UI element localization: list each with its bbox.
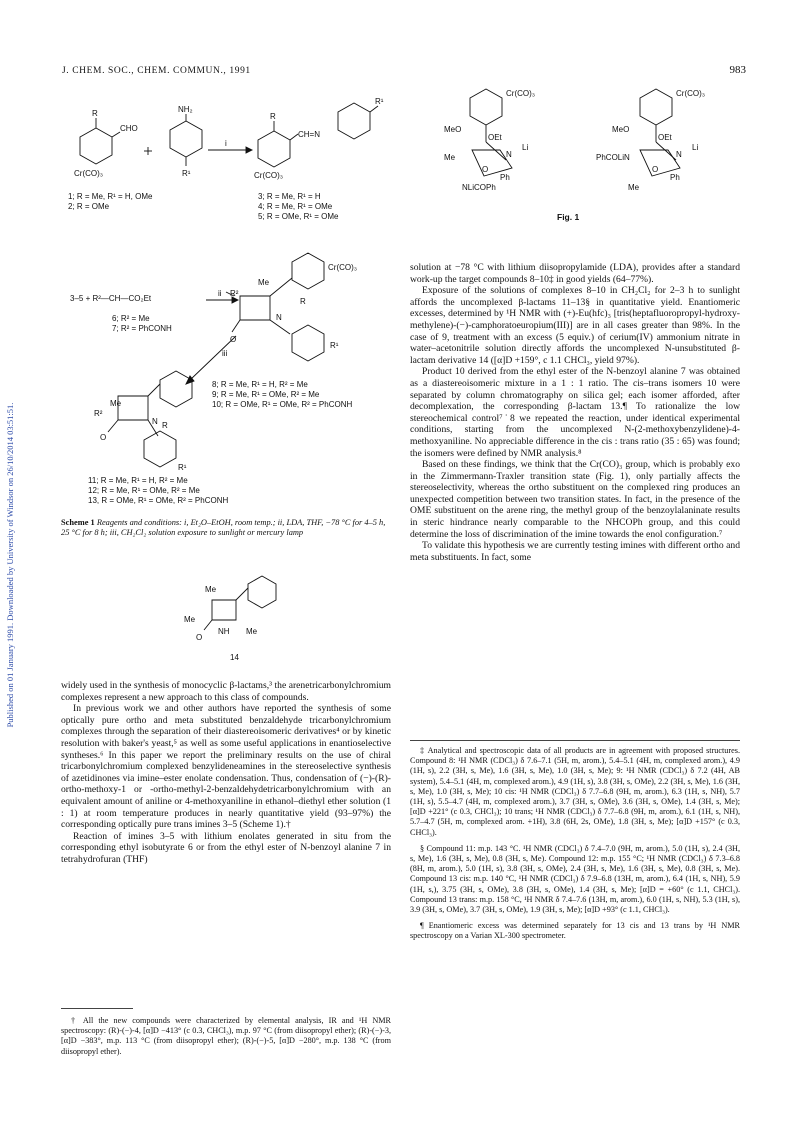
compound-list-1-2	[68, 192, 152, 212]
scheme-label-O: O	[100, 433, 107, 442]
footnote-rule	[61, 1008, 133, 1009]
compound-entry: 13, R = OMe, R¹ = OMe, R² = PhCONH	[88, 496, 229, 505]
fig-label-Ph: Ph	[500, 173, 510, 182]
reagent-i-label: i	[225, 139, 227, 148]
footnotes-right	[410, 746, 740, 948]
fig-label-PhCOLiN: PhCOLiN	[596, 153, 630, 162]
scheme-label-NH2: NH₂	[178, 105, 193, 114]
scheme-label-O: O	[230, 335, 237, 344]
compound-entry: 10; R = OMe, R¹ = OMe, R² = PhCONH	[212, 400, 353, 409]
fig-label-N: N	[506, 150, 512, 159]
fig-label-OEt: OEt	[488, 133, 502, 142]
scheme-caption	[61, 518, 391, 538]
paragraph: Based on these findings, we think that the Cr(CO)₃ group, which is probably exo in the Zimmermann-Traxler transition state (Fig. 1), only partially affects the stereoselectivity, whereas the ortho substituent on the complexed ring produces an unexpected competition between two transition states. In fact, in the presence of the OME substituent on the arene ring, the methyl group of the benzoylalaninate results in steric hindrance nearly comparable to the NHCOPh group, and this could determine the loss of discrimination of the imine towards the enol configuration.⁷	[410, 459, 740, 540]
scheme-caption-text: Reagents and conditions: i, Et₂O–EtOH, room temp.; ii, LDA, THF, −78 °C for 4–5 h, 25 °C for 8 h; iii, CH₂Cl₂ solution exposure to sunlight or mercury lamp	[61, 518, 386, 538]
fig-label-crco3: Cr(CO)₃	[676, 89, 706, 98]
paragraph: Reaction of imines 3–5 with lithium enolates generated in situ from the corresponding ethyl isobutyrate 6 or from the ethyl ester of N-benzoyl alanine 7 in tetrahydrofuran (THF)	[61, 830, 391, 865]
paragraph: Exposure of the solutions of complexes 8–10 in CH₂Cl₂ for 2–3 h to sunlight affords the uncomplexed β-lactams 11–13§ in quantitative yield. Enantiomeric excesses, determined by ¹H NMR with (+)-Eu(hfc)₃ [tris(heptafluoropropyl-hydroxy-methylene)-(−)-camphoratoeuropium(III)] are in all cases greater than 98%. In the case of 9, treatment with an excess (5 equiv.) of cerium(IV) ammonium nitrate in water–acetonitrile solution directly affords the uncomplexed N-unsubstituted β-lactam derivative 14 ([α]D +159°, c 1.1 CHCl₃, yield 97%).	[410, 285, 740, 366]
scheme-label-R: R	[92, 109, 98, 118]
right-column-body	[410, 262, 740, 563]
scheme-label-crco3: Cr(CO)₃	[254, 171, 284, 180]
reactant-line: 3–5 + R²—CH—CO₂Et	[70, 294, 152, 303]
page-number: 983	[729, 64, 746, 76]
fig-label-Me: Me	[444, 153, 456, 162]
scheme-label-crco3: Cr(CO)₃	[328, 263, 358, 272]
paragraph: solution at −78 °C with lithium diisopropylamide (LDA), provides after a standard work-up the target compounds 8–10‡ in good yields (64–77%).	[410, 262, 740, 285]
scheme-label-N: N	[152, 417, 158, 426]
paragraph: Product 10 derived from the ethyl ester of the N-benzoyl alanine 7 was obtained as a diastereoisomeric mixture in a 1 : 1 ratio. The cis–trans isomers 10 were separated by column chromatography on silica gel; each isomer afforded, after decomplexation, the corresponding β-lactam 13.¶ To rationalize the low stereochemical control⁷˙8 we repeated the reaction, under identical experimental conditions, starting from the uncomplexed N-(2-methoxybenzylidene)-4-methoxyaniline. No appreciable difference in the cis : trans ratio (35 : 65) was found; the isomers were defined by NMR analysis.⁸	[410, 366, 740, 459]
scheme-label-R1: R¹	[375, 97, 384, 106]
compound-list-3-5	[258, 192, 338, 222]
scheme-label-Me: Me	[246, 627, 258, 636]
fig-label-MeO: MeO	[444, 125, 462, 134]
scheme-label-NH: NH	[218, 627, 230, 636]
compound-list-6-7	[112, 314, 172, 334]
compound-entry: 3; R = Me, R¹ = H	[258, 192, 321, 201]
compound-list-11-13	[88, 476, 228, 506]
scheme-label-imine: CH=N	[298, 130, 321, 139]
fig-label-Li: Li	[522, 143, 529, 152]
reagent-ii-label: ii	[218, 289, 222, 298]
scheme-label-Me: Me	[110, 399, 122, 408]
fig-label-crco3: Cr(CO)₃	[506, 89, 536, 98]
footnote: † All the new compounds were characterized by elemental analysis, IR and ¹H NMR spectroscopy: (R)-(−)-4, [α]D −413° (c 0.3, CHCl₃), m.p. 97 °C (from diisopropyl ether); (R)-(−)-3, [α]D −383°, m.p. 113 °C (from diisopropyl ether); (R)-(−)-5, [α]D −280°, m.p. 138 °C (from diisopropyl ether).	[61, 1016, 391, 1056]
scheme-label-crco3: Cr(CO)₃	[74, 169, 104, 178]
left-column-body	[61, 680, 391, 866]
fig-label-OEt: OEt	[658, 133, 672, 142]
compound-entry: 1; R = Me, R¹ = H, OMe	[68, 192, 153, 201]
scheme-label-R: R	[162, 421, 168, 430]
journal-header: J. CHEM. SOC., CHEM. COMMUN., 1991	[62, 66, 251, 76]
compound-entry: 2; R = OMe	[68, 202, 110, 211]
compound-list-8-10	[212, 380, 352, 410]
fig-label-N: N	[676, 150, 682, 159]
fig-label-Li: Li	[692, 143, 699, 152]
scheme-label-O: O	[196, 633, 203, 642]
compound-entry: 8; R = Me, R¹ = H, R² = Me	[212, 380, 308, 389]
scheme-label-Me: Me	[258, 278, 270, 287]
compound-entry: 12; R = Me, R¹ = OMe, R² = Me	[88, 486, 200, 495]
footnote-rule	[410, 740, 740, 741]
compound-entry: 9; R = Me, R¹ = OMe, R² = Me	[212, 390, 320, 399]
scheme-label-R1: R¹	[330, 341, 339, 350]
scheme-label-R2: R²	[94, 409, 103, 418]
footnote: § Compound 11: m.p. 143 °C. ¹H NMR (CDCl₃) δ 7.4–7.0 (9H, m, arom.), 5.0 (1H, s), 2.4 (3H, s, Me), 1.6 (3H, s, Me), 0.8 (3H, s, Me). Compound 12: m.p. 155 °C; ¹H NMR (CDCl₃) δ 7.3–6.8 (8H, m, arom.), 5.0 (1H, s), 3.8 (3H, s, OMe), 2.4 (3H, s, Me), 1.6 (3H, s, Me), 0.8 (3H, s, Me). Compound 13 cis: m.p. 140 °C, ¹H NMR (CDCl₃) δ 7.9–6.8 (13H, m, arom.), 6.4 (1H, s, NH), 5.9 (1H, s,), 3.75 (3H, s, OMe), 3.8 (3H, s, OMe), 1.4 (3H, s, Me); [α]D = +60° (c 1.1, CHCl₃). Compound 13 trans: m.p. 158 °C, ¹H NMR δ 7.4–7.6 (13H, m, arom.), 6.0 (1H, s, NH), 5.3 (1H, s), 3.9 (3H, s, OMe), 3.7 (3H, s, OMe), 1.9 (3H, s, Me); [α]D +93° (c 1.1, CHCl₃).	[410, 843, 740, 915]
fig-label-O: O	[652, 165, 659, 174]
paragraph: In previous work we and other authors have reported the synthesis of some optically pure ortho and meta substituted benzaldehyde tricarbonylchromium complexes through the separation of their diastereoisomeric derivatives⁴ or by kinetic resolution with baker's yeast,⁵ as well as some useful applications in enantioselective syntheses.⁶ In this paper we report the preliminary results on the use of chiral tricarbonylchromium complexed benzylideneamines in the stereoselective synthesis of azetidinones via imine–ester enolate condensation. Thus, condensation of (−)-(R)-ortho-methoxy-1 or -ortho-methyl-2-benzaldehydetricarbonylchromium with an equivalent amount of aniline or 4-methoxyaniline in ethanol–diethyl ether solution (1 : 1) at room temperature produces in nearly quantitative yield (93–97%) the corresponding optically pure trans imines 3–5 (Scheme 1).†	[61, 703, 391, 831]
scheme-label-Me: Me	[205, 585, 217, 594]
compound-entry: 7; R² = PhCONH	[112, 324, 172, 333]
paragraph: widely used in the synthesis of monocyclic β-lactams,³ the arenetricarbonylchromium complexes represent a new approach to this class of compounds.	[61, 680, 391, 703]
footnote: ¶ Enantiomeric excess was determined separately for 13 cis and 13 trans by ¹H NMR spectroscopy on a Varian XL-300 spectrometer.	[410, 921, 740, 941]
scheme-label-Me: Me	[184, 615, 196, 624]
compound-entry: 4; R = Me, R¹ = OMe	[258, 202, 333, 211]
fig-label-Me: Me	[628, 183, 640, 192]
scheme-label-R2: R²	[230, 289, 239, 298]
scheme-label-R1: R¹	[182, 169, 191, 178]
paragraph: To validate this hypothesis we are currently testing imines with different ortho and meta substituents. In fact, some	[410, 540, 740, 563]
reagent-iii-label: iii	[222, 349, 228, 358]
scheme-label-R1: R¹	[178, 463, 187, 472]
scheme-caption-head: Scheme 1	[61, 518, 95, 527]
download-watermark: Published on 01 January 1991. Downloaded by University of Windsor on 26/10/2014 03:51:51.	[5, 402, 15, 728]
footnote: ‡ Analytical and spectroscopic data of all products are in agreement with proposed structures. Compound 8: ¹H NMR (CDCl₃) δ 7.6–7.1 (5H, m, arom.), 5.4–5.1 (4H, m, complexed arom.), 4.9 (1H, s), 2.2 (3H, s, Me), 1.6 (3H, s, Me), 1.0 (3H, s, Me); 9: ¹H NMR (CDCl₃) δ 7.2 (4H, AB system), 5.4–5.1 (4H, m, complexed arom.), 4.9 (1H, s), 3.8 (3H, s, OMe), 2.2 (3H, s, Me), 1.6 (3H, s, Me), 1.0 (3H, s, Me); 10 cis: ¹H NMR (CDCl₃) δ 7.7–6.8 (9H, m, arom.), 6.3 (1H, s, NH), 5.7 (1H, s), 5.5–4.7 (4H, m, complexed arom.), 3.7 (3H, s, OMe), 3.6 (3H, s, OMe), 1.4 (3H, s, Me); [α]D +221° (c 0.3, CHCl₃); 10 trans; ¹H NMR (CDCl₃) δ 7.7–6.8 (9H, m, arom.), 6.1 (1H, s, NH), 5.7–4.7 (5H, m, complexed arom. +1H), 3.8 (6H, 2s, OMe), 1.8 (3H, s, Me); [α]D +157° (c 0.3, CHCl₃).	[410, 746, 740, 837]
footnote-dagger	[61, 1016, 391, 1063]
fig-label-NLiCOPh: NLiCOPh	[462, 183, 496, 192]
scheme-label-R: R	[270, 112, 276, 121]
compound-entry: 5; R = OMe, R¹ = OMe	[258, 212, 339, 221]
fig-label-Ph: Ph	[670, 173, 680, 182]
compound-entry: 6; R² = Me	[112, 314, 150, 323]
fig-label-MeO: MeO	[612, 125, 630, 134]
scheme-label-N: N	[276, 313, 282, 322]
scheme-label-R: R	[300, 297, 306, 306]
figure-label: Fig. 1	[557, 212, 580, 222]
fig-label-O: O	[482, 165, 489, 174]
scheme-label-CHO: CHO	[120, 124, 138, 133]
compound-14-label: 14	[230, 653, 239, 662]
compound-entry: 11; R = Me, R¹ = H, R² = Me	[88, 476, 188, 485]
